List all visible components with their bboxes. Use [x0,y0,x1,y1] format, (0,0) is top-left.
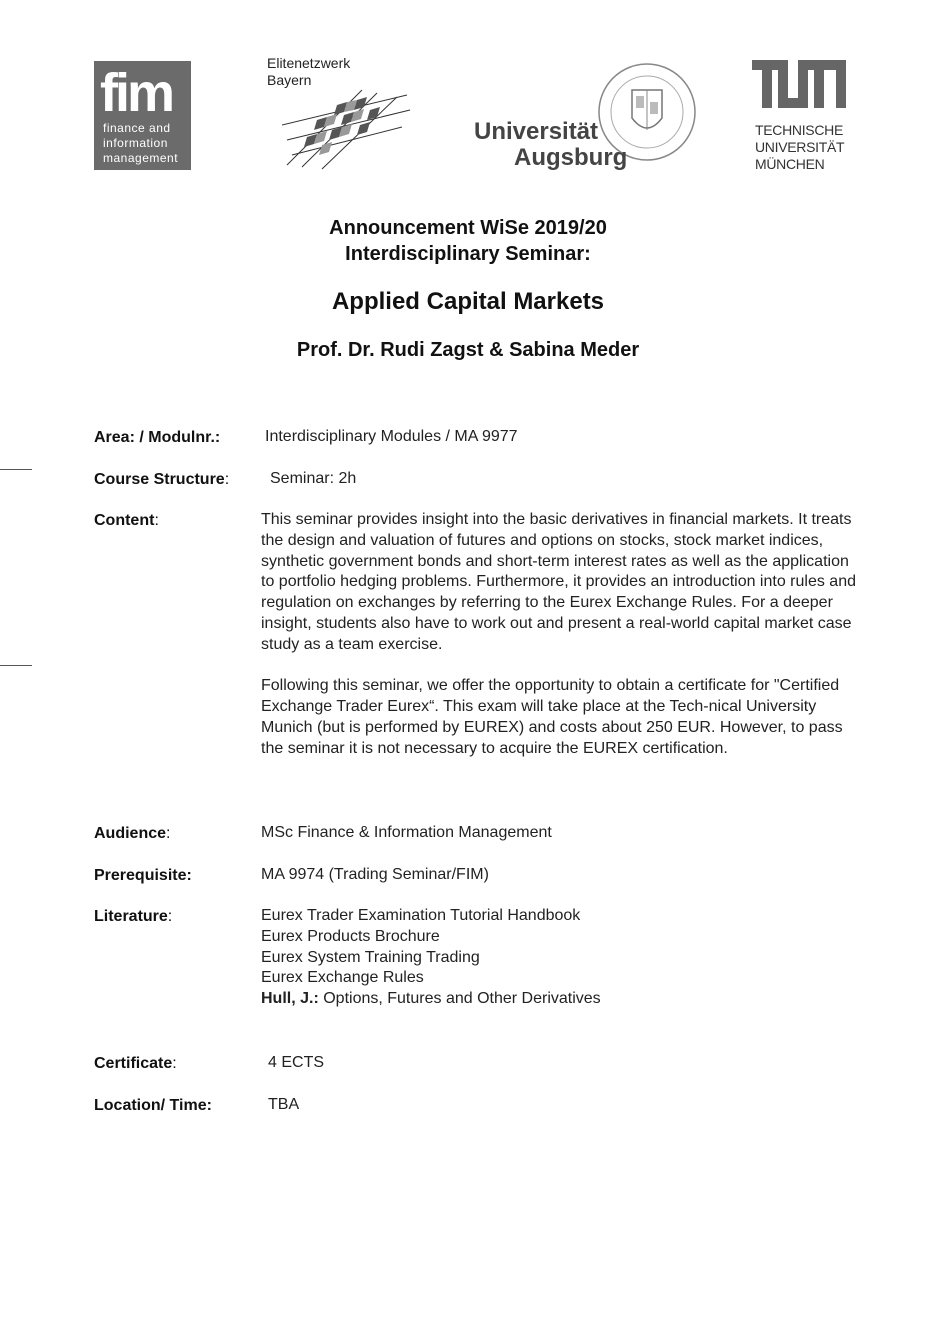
elitenetzwerk-logo-line2: Bayern [267,72,312,88]
area-label: Area: / Modulnr.: [94,429,221,446]
tum-mark-icon [752,60,846,110]
fim-logo-line: information [103,136,168,150]
location-time-label: Location/ Time: [94,1097,212,1114]
elitenetzwerk-logo-line1: Elitenetzwerk [267,55,351,71]
content-paragraph: This seminar provides insight into the basic derivatives in financial markets. It treats the design and valuation of futures and options on stocks, stock market indices, synthetic government bonds and short-term interest rates as well as the application to portfolio hedging problems. Furthermore, it provides an introduction into rules and regulation on exchanges by referring to the Eurex Exchange Rules. For a deeper insight, students also have to work out and present a real-world capital market case study as a team exercise. [261,511,856,653]
professors-heading: Prof. Dr. Rudi Zagst & Sabina Meder [296,339,640,361]
elitenetzwerk-logo [266,55,416,175]
prerequisite-value: MA 9974 (Trading Seminar/FIM) [261,866,489,883]
certificate-label: Certificate: [94,1055,177,1072]
checker-diamond-icon [282,85,412,170]
uni-augsburg-logo-line1: Universität [474,118,599,145]
certificate-value: 4 ECTS [268,1054,325,1071]
seminar-type-heading: Interdisciplinary Seminar: [345,243,591,265]
tum-logo-line: UNIVERSITÄT [755,139,845,155]
content-label: Content: [94,512,159,529]
tum-logo [750,60,850,175]
literature-item: Eurex System Training Trading [261,948,480,966]
literature-item: Eurex Trader Examination Tutorial Handbook [261,907,581,924]
tum-logo-line: TECHNISCHE [755,122,844,138]
hull-author: Hull, J.: [261,990,319,1008]
fim-logo-mark: fim [100,63,172,123]
literature-list [261,906,861,1010]
location-time-value: TBA [268,1096,300,1113]
page-title: Applied Capital Markets [331,288,605,315]
literature-item-hull [261,989,861,1010]
content-paragraph: Following this seminar, we offer the opportunity to obtain a certificate for "Certified Exchange Trader Eurex“. This exam will take place at the Tech-nical University Munich (but is performed by EUREX) and costs about 250 EUR. However, to pass the seminar it is not necessary to acquire the EUREX certification. [261,677,843,757]
area-value: Interdisciplinary Modules / MA 9977 [265,428,518,445]
margin-mark-lower [0,665,32,666]
uni-augsburg-logo [474,60,704,178]
audience-value: MSc Finance & Information Management [261,824,552,841]
literature-label: Literature: [94,908,173,925]
margin-mark-upper [0,469,32,470]
fim-logo-text [103,121,178,166]
content-text [261,510,861,760]
audience-label: Audience: [94,825,171,842]
announcement-heading: Announcement WiSe 2019/20 [329,217,607,239]
literature-item: Eurex Products Brochure [261,927,440,945]
fim-logo [94,61,191,170]
literature-item: Eurex Exchange Rules [261,969,424,987]
fim-logo-line: finance and [103,121,171,135]
hull-title: Options, Futures and Other Derivatives [318,990,601,1008]
prerequisite-label: Prerequisite: [94,867,192,884]
uni-augsburg-logo-line2: Augsburg [514,144,628,171]
course-structure-value: Seminar: 2h [270,470,357,487]
tum-logo-line: MÜNCHEN [755,156,825,172]
course-structure-label: Course Structure: [94,471,230,488]
fim-logo-line: management [103,151,179,165]
